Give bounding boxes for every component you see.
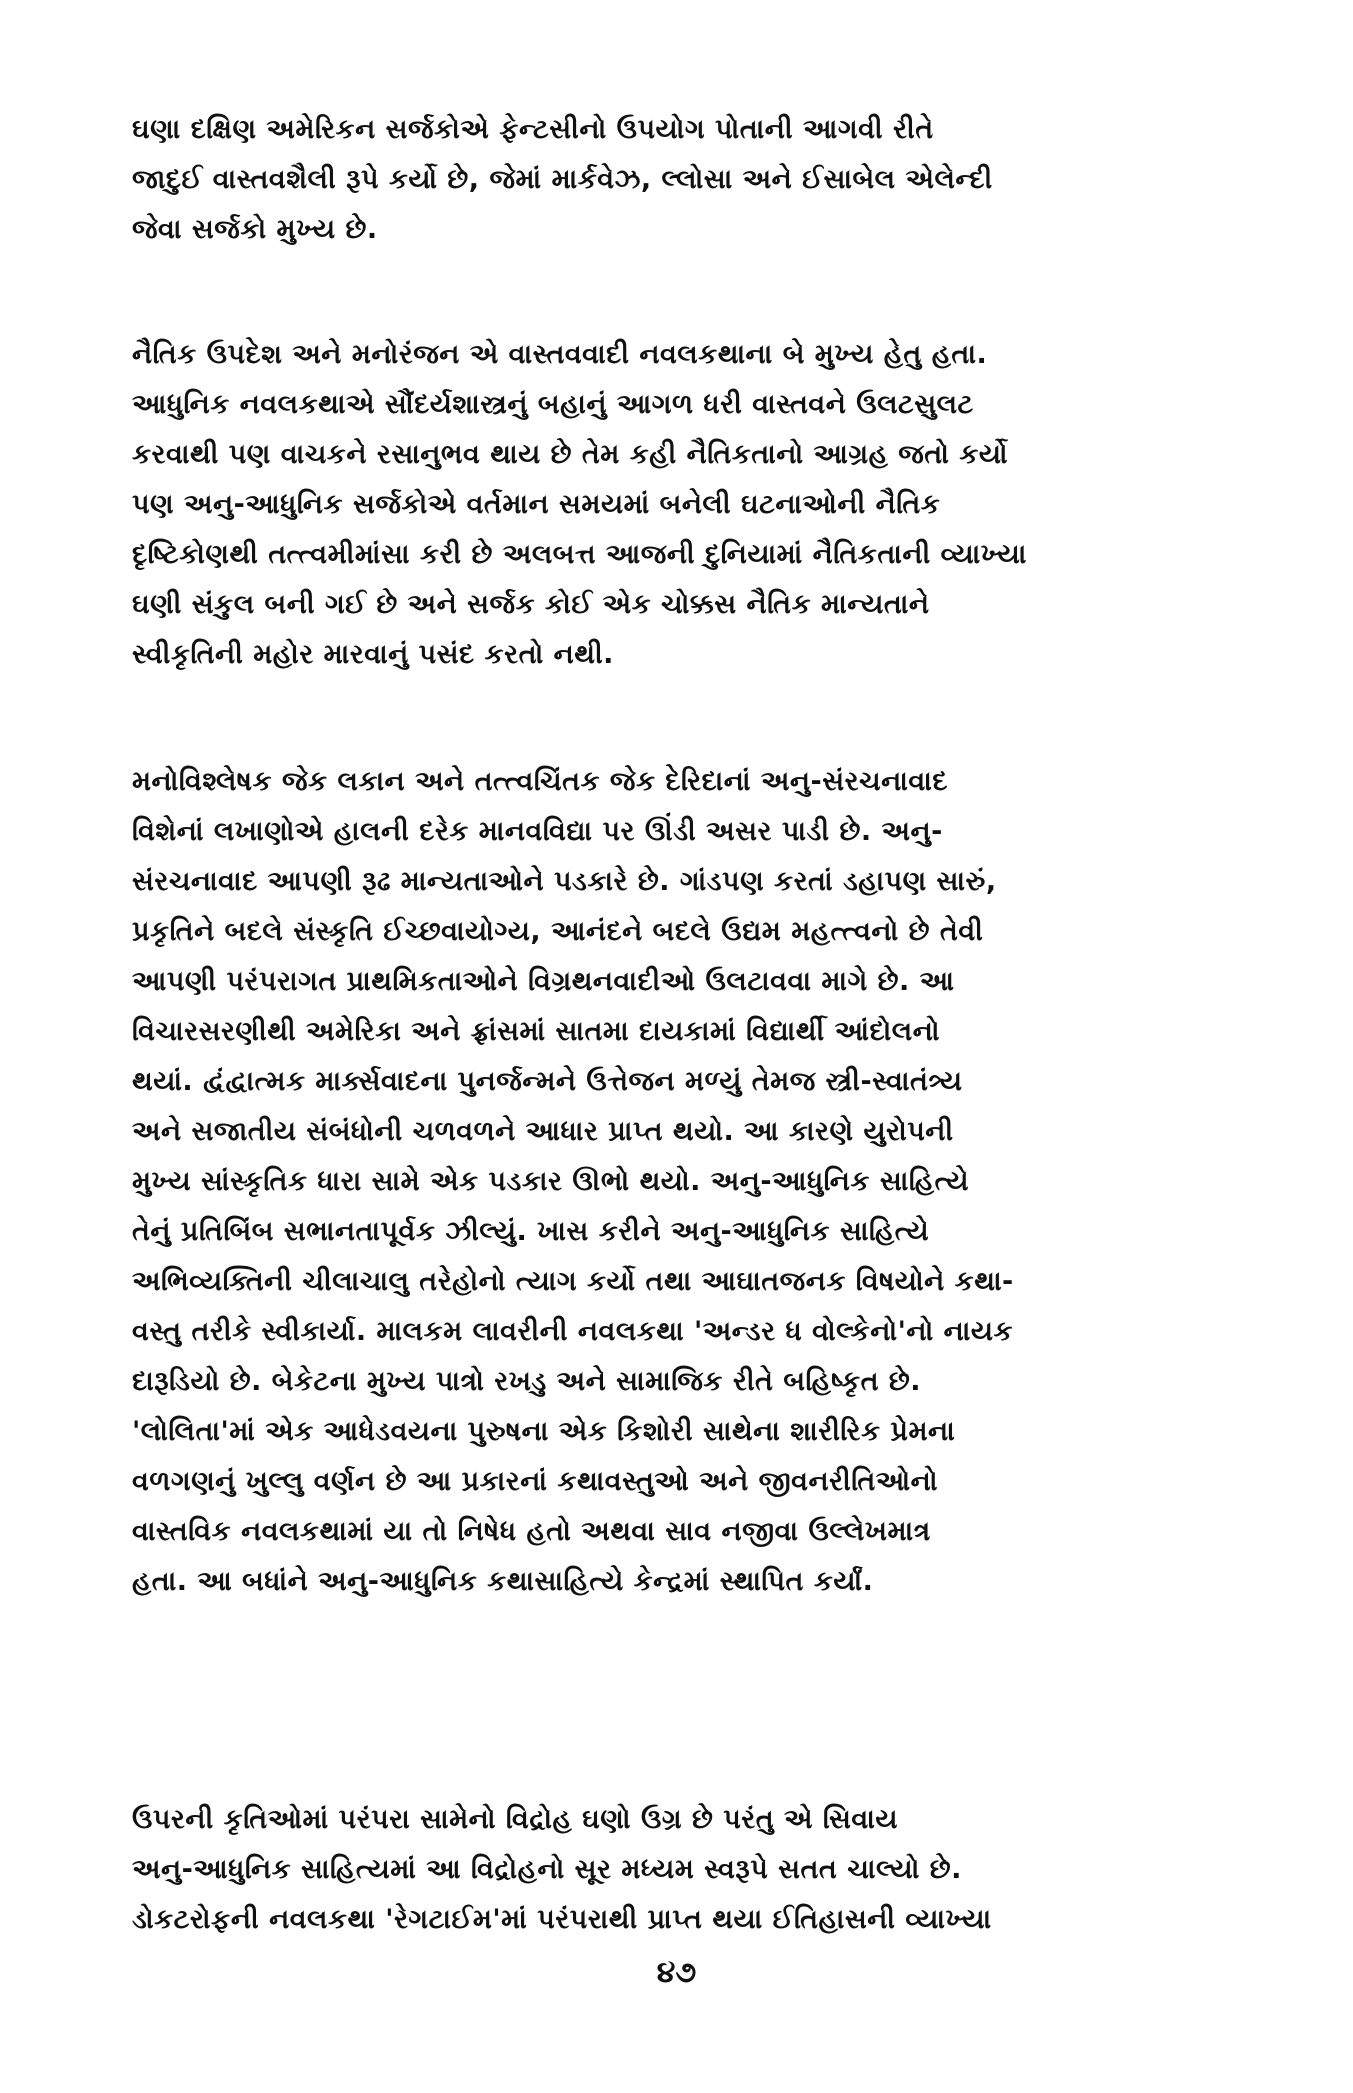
text-line: મનોવિશ્લેષક જેક લકાન અને તત્ત્વચિંતક જેક દેરિદાનાં અનુ-સંરચનાવાદ [132,766,948,797]
text-line: ઉપરની કૃતિઓમાં પરંપરા સામેનો વિદ્રોહ ઘણો ઉગ્ર છે પરંતુ એ સિવાય [132,1804,898,1835]
text-line: દૃષ્ટિકોણથી તત્ત્વમીમાંસા કરી છે અલબત્ત આજની દુનિયામાં નૈતિકતાની વ્યાખ્યા [132,539,1027,570]
text-line: આધુનિક નવલકથાએ સૌંદર્યશાસ્ત્રનું બહાનું આગળ ધરી વાસ્તવને ઉલટસુલટ [132,389,974,420]
text-line: પણ અનુ-આધુનિક સર્જકોએ વર્તમાન સમયમાં બનેલી ઘટનાઓની નૈતિક [132,489,941,520]
text-line: તેનું પ્રતિબિંબ સભાનતાપૂર્વક ઝીલ્યું. ખાસ કરીને અનુ-આધુનિક સાહિત્યે [132,1216,930,1247]
text-line: અનુ-આધુનિક સાહિત્યમાં આ વિદ્રોહનો સૂર મધ્યમ સ્વરૂપે સતત ચાલ્યો છે. [132,1854,962,1885]
paragraph-3 [132,757,1217,1607]
text-line: થયાં. દ્વંદ્વાત્મક માર્ક્સવાદના પુનર્જન્મને ઉત્તેજન મળ્યું તેમજ સ્ત્રી-સ્વાતંત્ર્ય [132,1066,963,1097]
text-line: હતા. આ બધાંને અનુ-આધુનિક કથાસાહિત્યે કેન્દ્રમાં સ્થાપિત કર્યાં. [132,1566,874,1597]
text-line: દારૂડિયો છે. બેકેટના મુખ્ય પાત્રો રખડુ અને સામાજિક રીતે બહિષ્કૃત છે. [132,1366,922,1397]
text-line: વાસ્તવિક નવલકથામાં યા તો નિષેધ હતો અથવા સાવ નજીવા ઉલ્લેખમાત્ર [132,1516,931,1547]
text-line: વળગણનું ખુલ્લુ વર્ણન છે આ પ્રકારનાં કથાવસ્તુઓ અને જીવનરીતિઓનો [132,1466,938,1497]
text-line: અને સજાતીય સંબંધોની ચળવળને આધાર પ્રાપ્ત થયો. આ કારણે યુરોપની [132,1116,954,1147]
text-line: સ્વીકૃતિની મહોર મારવાનું પસંદ કરતો નથી. [132,639,614,670]
text-line: વસ્તુ તરીકે સ્વીકાર્યા. માલકમ લાવરીની નવલકથા 'અન્ડર ધ વોલ્કેનો'નો નાયક [132,1316,1014,1347]
text-line: જાદુઈ વાસ્તવશૈલી રૂપે કર્યો છે, જેમાં માર્કવેઝ, લ્લોસા અને ઈસાબેલ એલેન્દી [132,164,993,195]
text-line: વિશેનાં લખાણોએ હાલની દરેક માનવવિદ્યા પર ઊંડી અસર પાડી છે. અનુ- [132,816,943,847]
text-line: પ્રકૃતિને બદલે સંસ્કૃતિ ઈચ્છવાયોગ્ય, આનંદને બદલે ઉદ્યમ મહત્ત્વનો છે તેવી [132,916,984,947]
page-number: ૪૭ [656,1955,697,1990]
text-line: મુખ્ય સાંસ્કૃતિક ધારા સામે એક પડકાર ઊભો થયો. અનુ-આધુનિક સાહિત્યે [132,1166,970,1197]
text-line: જેવા સર્જકો મુખ્ય છે. [132,214,378,245]
text-line: ઘણા દક્ષિણ અમેરિકન સર્જકોએ ફેન્ટસીનો ઉપયોગ પોતાની આગવી રીતે [132,114,934,145]
paragraph-4 [132,1795,1217,1945]
text-line: વિચારસરણીથી અમેરિકા અને ફ્રાંસમાં સાતમા દાયકામાં વિદ્યાર્થી આંદોલનો [132,1016,941,1047]
text-line: અભિવ્યક્તિની ચીલાચાલુ તરેહોનો ત્યાગ કર્યો તથા આઘાતજનક વિષયોને કથા- [132,1266,1014,1297]
text-line: નૈતિક ઉપદેશ અને મનોરંજન એ વાસ્તવવાદી નવલકથાના બે મુખ્ય હેતુ હતા. [132,339,988,370]
text-line: 'લોલિતા'માં એક આધેડવયના પુરુષના એક કિશોરી સાથેના શારીરિક પ્રેમના [132,1416,956,1447]
text-line: સંરચનાવાદ આપણી રૂઢ માન્યતાઓને પડકારે છે. ગાંડપણ કરતાં ડહાપણ સારું, [132,866,997,897]
text-line: આપણી પરંપરાગત પ્રાથમિકતાઓને વિગ્રથનવાદીઓ ઉલટાવવા માગે છે. આ [132,966,955,997]
paragraph-1 [132,105,1217,255]
text-line: ઘણી સંકુલ બની ગઈ છે અને સર્જક કોઈ એક ચોક્કસ નૈતિક માન્યતાને [132,589,930,620]
paragraph-2 [132,330,1217,680]
text-line: ડોકટરોફની નવલકથા 'રેગટાઈમ'માં પરંપરાથી પ્રાપ્ત થયા ઈતિહાસની વ્યાખ્યા [132,1904,992,1935]
text-line: કરવાથી પણ વાચકને રસાનુભવ થાય છે તેમ કહી નૈતિકતાનો આગ્રહ જતો કર્યો [132,439,1008,470]
